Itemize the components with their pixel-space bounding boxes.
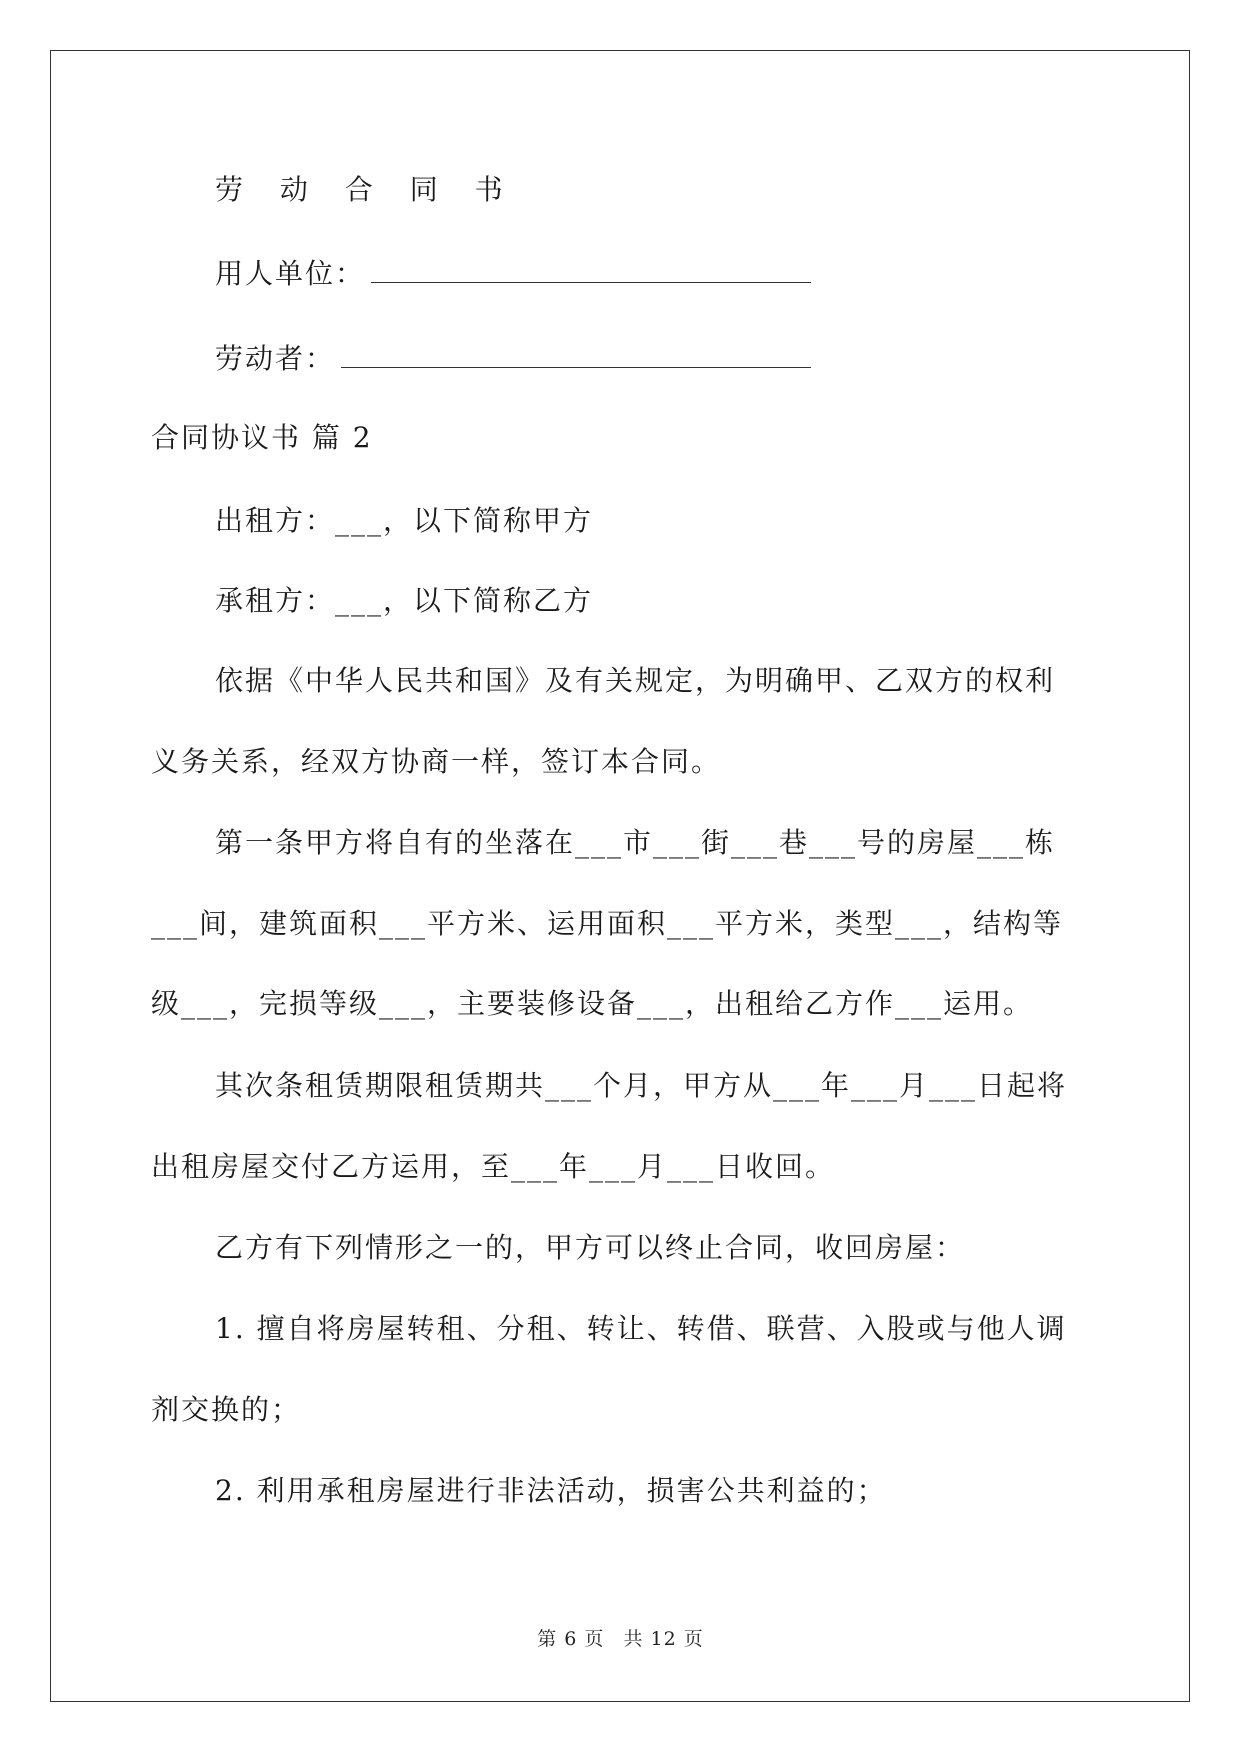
page-number: 第 6 页 — [537, 1628, 605, 1650]
contract-title: 劳 动 合 同 书 — [215, 173, 517, 206]
employer-label: 用人单位： — [215, 257, 366, 290]
paragraph-3-line-2: 出租房屋交付乙方运用，至___年___月___日收回。 — [151, 1150, 836, 1183]
paragraph-2-line-2: ___间，建筑面积___平方米、运用面积___平方米，类型___，结构等 — [151, 907, 1064, 940]
lessee-line: 承租方：___，以下简称乙方 — [215, 584, 594, 617]
worker-blank — [341, 341, 811, 368]
paragraph-1-line-2: 义务关系，经双方协商一样，签订本合同。 — [151, 745, 722, 778]
list-item-1-line-1: 1. 擅自将房屋转租、分租、转让、转借、联营、入股或与他人调 — [215, 1312, 1067, 1345]
lessor-line: 出租方：___，以下简称甲方 — [215, 504, 594, 537]
page-border — [50, 50, 1190, 1702]
worker-field — [215, 341, 811, 373]
paragraph-2-line-1: 第一条甲方将自有的坐落在___市___街___巷___号的房屋___栋 — [215, 826, 1056, 859]
list-item-2: 2. 利用承租房屋进行非法活动，损害公共利益的； — [215, 1474, 887, 1507]
employer-blank — [371, 256, 811, 283]
paragraph-4: 乙方有下列情形之一的，甲方可以终止合同，收回房屋： — [215, 1231, 966, 1264]
list-item-1-line-2: 剂交换的； — [151, 1393, 302, 1426]
worker-label: 劳动者： — [215, 342, 336, 375]
page-total: 共 12 页 — [623, 1628, 704, 1650]
paragraph-2-line-3: 级___，完损等级___，主要装修设备___，出租给乙方作___运用。 — [151, 987, 1034, 1020]
paragraph-3-line-1: 其次条租赁期限租赁期共___个月，甲方从___年___月___日起将 — [215, 1069, 1068, 1102]
page-footer — [0, 1624, 1241, 1651]
employer-field — [215, 256, 811, 288]
paragraph-1-line-1: 依据《中华人民共和国》及有关规定，为明确甲、乙双方的权利 — [215, 664, 1056, 697]
section-heading: 合同协议书 篇 2 — [151, 421, 373, 454]
